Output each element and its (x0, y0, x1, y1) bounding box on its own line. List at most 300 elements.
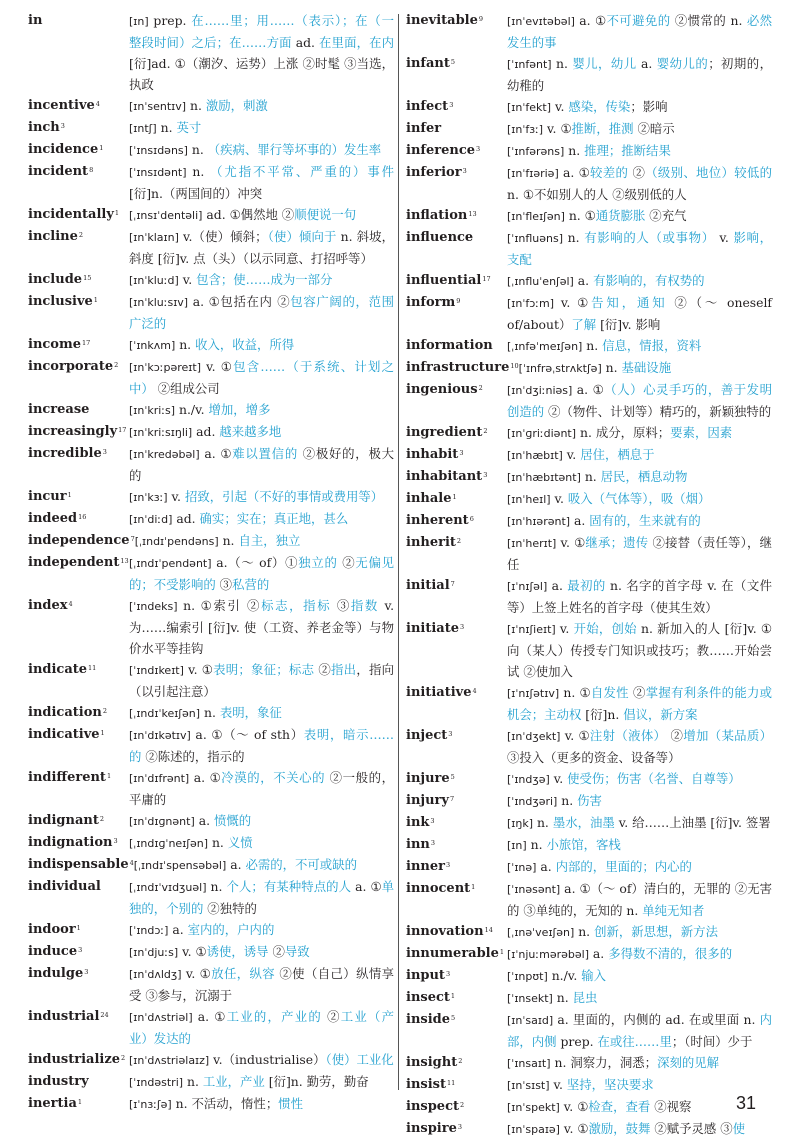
phonetic: [ɪnˈkredəbəl] (129, 448, 200, 461)
definition (129, 832, 394, 854)
headword-text: ingenious (406, 382, 478, 397)
phonetic: [ɪn] (129, 15, 149, 28)
key-meaning: 标志，指标 (261, 598, 332, 613)
frequency-count: 8 (89, 166, 94, 174)
definition-text: a. (194, 813, 214, 828)
definition-text: a. ① (574, 13, 607, 28)
headword-text: inherit (406, 535, 456, 550)
key-meaning: 小旅馆，客栈 (546, 837, 621, 852)
phonetic: [ɪn] (507, 839, 527, 852)
key-meaning: 推断，推测 (571, 121, 634, 136)
headword-text: incorporate (28, 359, 114, 374)
key-meaning: 在……里；用……（表示）；在（一整段时间）之后；在……方面 (129, 13, 394, 50)
headword (28, 226, 129, 269)
phonetic: [ɪnˈhɪərənt] (507, 515, 571, 528)
phonetic: [ɪnˈherɪt] (507, 537, 557, 550)
headword (28, 832, 129, 854)
definition-text: ② (628, 165, 646, 180)
definition (129, 508, 394, 530)
phonetic: [ɪnˈsɪst] (507, 1079, 550, 1092)
frequency-count: 1 (450, 992, 456, 1000)
entry-indeed (28, 508, 394, 530)
entry-influence (406, 227, 772, 270)
headword-text: inch (28, 120, 60, 135)
headword (406, 162, 507, 205)
headword-text: inspire (406, 1121, 457, 1136)
key-meaning: 伤害 (577, 793, 602, 808)
definition-text: a. ① (351, 879, 382, 894)
frequency-count: 2 (456, 537, 462, 545)
entry-infrastructure (406, 357, 772, 379)
headword-text: information (406, 338, 493, 353)
frequency-count: 4 (129, 859, 134, 867)
frequency-count: 7 (449, 795, 455, 803)
phonetic: [ˈɪnəsənt] (507, 883, 561, 896)
definition (507, 812, 772, 834)
definition-text: n. (187, 142, 208, 157)
key-meaning: 倡议，新方案 (623, 707, 698, 722)
headword-text: ink (406, 815, 430, 830)
entry-inhabit (406, 444, 772, 466)
key-meaning: 英寸 (176, 120, 202, 135)
entry-inherent (406, 510, 772, 532)
headword-text: injure (406, 771, 450, 786)
key-meaning: 检查，查看 (588, 1099, 651, 1114)
headword (406, 118, 507, 140)
headword-text: injury (406, 793, 449, 808)
headword (406, 292, 507, 335)
definition (129, 334, 394, 356)
definition-text: ②一般的，平庸的 (129, 770, 394, 807)
definition-text: a.（～ of）① (211, 555, 299, 570)
entry-ingredient (406, 422, 772, 444)
definition-text: ；初期的，幼稚的 (507, 56, 773, 93)
definition-text: n. (563, 230, 585, 245)
headword (28, 10, 129, 95)
headword (28, 1071, 129, 1093)
definition-text: ad. (291, 35, 320, 50)
headword-text: inertia (28, 1096, 77, 1111)
frequency-count: 2 (114, 361, 119, 369)
headword (28, 724, 129, 767)
headword-text: in (28, 13, 43, 28)
frequency-count: 1 (471, 883, 476, 891)
headword (406, 1096, 507, 1118)
definition (129, 486, 394, 508)
key-meaning: 在或往……里 (597, 1034, 672, 1049)
headword-text: inherent (406, 513, 469, 528)
definition-text: ②（～ oneself of/about） (507, 295, 773, 332)
headword-text: inference (406, 143, 476, 158)
frequency-count: 14 (484, 926, 493, 934)
headword-text: inn (406, 837, 430, 852)
phonetic: [ɪnˈevɪtəbəl] (507, 15, 575, 28)
frequency-count: 11 (88, 664, 97, 672)
phonetic: [ɪnˈhæbɪtənt] (507, 471, 581, 484)
key-meaning: 通货膨胀 (595, 208, 646, 223)
entry-inside (406, 1009, 772, 1052)
frequency-count: 1 (99, 144, 104, 152)
entry-inference (406, 140, 772, 162)
phonetic: [ɪˈnjuːmərəbəl] (507, 948, 589, 961)
headword (406, 725, 507, 768)
definition-text: n. 斜坡，斜度 [衍]v. 点（头）（以示同意、打招呼等） (129, 229, 395, 266)
definition (507, 1118, 772, 1140)
headword-text: index (28, 598, 68, 613)
phonetic: [ɪnˈhæbɪt] (507, 449, 563, 462)
right-column (406, 10, 772, 1140)
headword-text: industrialize (28, 1052, 120, 1067)
phonetic: [ˌɪndɪˈkeɪʃən] (129, 707, 201, 720)
key-meaning: 诱使，诱导 (206, 944, 269, 959)
headword-text: increasingly (28, 424, 118, 439)
headword-text: indicate (28, 662, 88, 677)
phonetic: [ɪnˈdjuːs] (129, 946, 179, 959)
phonetic: [ɪnˈkɜː] (129, 491, 168, 504)
key-meaning: （疾病、罪行等坏事的）发生率 (207, 142, 382, 157)
key-meaning: 单独的，个别的 (129, 879, 395, 916)
frequency-count: 11 (446, 1079, 456, 1087)
key-meaning: 包含；使……成为一部分 (196, 272, 333, 287)
frequency-count: 5 (450, 58, 456, 66)
frequency-count: 6 (469, 515, 474, 523)
definition (129, 1049, 394, 1071)
key-meaning: 顺便说一句 (294, 207, 357, 222)
headword (28, 443, 129, 486)
entry-information (406, 335, 772, 357)
headword-text: indeed (28, 511, 78, 526)
key-meaning: 激励，刺激 (205, 98, 268, 113)
key-meaning: 居住，栖息于 (580, 447, 655, 462)
definition (129, 1006, 394, 1049)
definition-text: ②充气 (645, 208, 687, 223)
headword (406, 1118, 507, 1140)
headword-text: influential (406, 273, 482, 288)
headword-text: influence (406, 230, 474, 245)
key-meaning: 冷漠的，不关心的 (221, 770, 326, 785)
key-meaning: 在里面，在内 (319, 35, 395, 50)
key-meaning: 包含……（于系统、计划之中） (129, 359, 395, 396)
definition-text: n. (557, 793, 578, 808)
headword-text: inflation (406, 208, 468, 223)
definition-text: v. (167, 489, 185, 504)
headword (28, 399, 129, 421)
phonetic: [ˌɪndɪˈpendənt] (129, 557, 212, 570)
definition (507, 725, 772, 768)
frequency-count: 3 (102, 448, 107, 456)
definition (129, 117, 394, 139)
key-meaning: （人）心灵手巧的，善于发明创造的 (507, 382, 773, 419)
definition (507, 965, 772, 987)
phonetic: [ɪntʃ] (129, 122, 157, 135)
headword (406, 532, 507, 575)
headword-text: inside (406, 1012, 451, 1027)
headword-text: inferior (406, 165, 462, 180)
headword (406, 335, 507, 357)
key-meaning: 指出 (331, 662, 357, 677)
phonetic: [ɪnˈspekt] (507, 1101, 560, 1114)
entry-inclusive (28, 291, 394, 334)
key-meaning: 有影响的，有权势的 (593, 273, 705, 288)
headword-text: inhabitant (406, 469, 483, 484)
entry-injury (406, 790, 772, 812)
key-meaning: 独立的 (298, 555, 338, 570)
definition (129, 269, 394, 291)
definition-text: ②独特的 (203, 901, 257, 916)
definition-text: n. (533, 815, 553, 830)
phonetic: [ˈɪndɔː] (129, 924, 169, 937)
phonetic: [ˈɪnfənt] (507, 58, 552, 71)
definition-text: a. ① (572, 382, 605, 397)
headword-text: indulge (28, 966, 84, 981)
definition-text: n. ① (564, 208, 596, 223)
headword (28, 659, 129, 702)
definition-text: a. (168, 922, 188, 937)
definition (129, 595, 394, 659)
definition (129, 356, 394, 399)
phonetic: [ɪnˈdɪɡnənt] (129, 815, 195, 828)
entry-independence (28, 530, 394, 552)
frequency-count: 5 (451, 1014, 456, 1022)
frequency-count: 13 (468, 210, 477, 218)
definition (507, 834, 772, 856)
definition (507, 335, 772, 357)
definition-text: ②使（自己）纵情享受 ③参与，沉溺于 (129, 966, 395, 1003)
headword-text: indignant (28, 813, 99, 828)
headword-text: inhale (406, 491, 452, 506)
definition-text: v. (714, 230, 734, 245)
headword-text: individual (28, 879, 101, 894)
phonetic: [ɪnˈheɪl] (507, 493, 551, 506)
entry-inn (406, 834, 772, 856)
headword (406, 878, 507, 921)
phonetic: [ɪnˈklaɪn] (129, 231, 179, 244)
headword (406, 227, 507, 270)
headword (406, 987, 507, 1009)
key-meaning: 深刻的见解 (657, 1055, 720, 1070)
definition-text: v. ① (559, 1121, 589, 1136)
key-meaning: 增加，增多 (208, 402, 271, 417)
definition-text: v. ① (183, 662, 214, 677)
definition (507, 878, 772, 921)
definition-text: a. (570, 513, 590, 528)
key-meaning: （级别、地位）较低的 (645, 165, 773, 180)
headword (28, 810, 129, 832)
headword (28, 291, 129, 334)
definition-text: ，指向（以引起注意） (129, 662, 394, 699)
frequency-count: 1 (106, 772, 112, 780)
headword-text: incidence (28, 142, 99, 157)
headword (28, 702, 129, 724)
definition-text: ② (628, 685, 646, 700)
definition (129, 963, 394, 1006)
definition-text: n. (564, 143, 585, 158)
key-meaning: 指数 (350, 598, 379, 613)
key-meaning: 表明；象征；标志 (213, 662, 315, 677)
definition-text: ；（时间）少于 (671, 1034, 753, 1049)
definition-text: n. ①不如别人的人 ②级别低的人 (507, 187, 687, 202)
definition (507, 856, 772, 878)
frequency-count: 3 (483, 471, 488, 479)
key-meaning: 必然发生的事 (507, 13, 773, 50)
definition-text: v. ① (560, 728, 590, 743)
frequency-count: 3 (445, 970, 451, 978)
frequency-count: 3 (449, 101, 454, 109)
key-meaning: 导致 (284, 944, 310, 959)
definition-text: v. ① (543, 121, 572, 136)
key-meaning: 要素，因素 (670, 425, 733, 440)
headword (28, 1049, 129, 1071)
phonetic: [ˈɪndɪkeɪt] (129, 664, 184, 677)
headword (406, 965, 507, 987)
headword-text: indication (28, 705, 102, 720)
phonetic: [ɪˈnɜːʃə] (129, 1098, 172, 1111)
key-meaning: 了解 (571, 317, 597, 332)
headword (406, 790, 507, 812)
phonetic: [ɪnˈkluːsɪv] (129, 296, 189, 309)
entry-industry (28, 1071, 394, 1093)
definition (129, 941, 394, 963)
entry-indicate (28, 659, 394, 702)
definition-text: a. (536, 859, 556, 874)
definition-text: ③投入（更多的资金、设备等） (507, 750, 681, 765)
key-meaning: 惯性 (278, 1096, 303, 1111)
frequency-count: 3 (448, 730, 453, 738)
definition-text: v. (551, 99, 569, 114)
headword (28, 595, 129, 659)
definition-text: ②惯常的 n. (670, 13, 747, 28)
headword-text: industrial (28, 1009, 100, 1024)
definition (507, 510, 772, 532)
definition-text: v.（使）倾斜； (178, 229, 268, 244)
definition-text: n. ①索引 ② (177, 598, 262, 613)
headword (28, 854, 134, 876)
frequency-count: 17 (118, 426, 127, 434)
definition (507, 444, 772, 466)
headword-text: inclusive (28, 294, 93, 309)
phonetic: [ˈɪnpʊt] (507, 970, 548, 983)
headword (406, 834, 507, 856)
key-meaning: 表明，暗示……的 (129, 727, 394, 764)
frequency-count: 9 (456, 297, 461, 305)
definition-text: n. (526, 837, 547, 852)
phonetic: [ɪnˈdiːd] (129, 513, 173, 526)
page-number: 31 (735, 1093, 756, 1113)
column-divider (398, 14, 399, 1090)
key-meaning: 输入 (581, 968, 606, 983)
phonetic: [ɪnˈsentɪv] (129, 100, 187, 113)
entry-indulge (28, 963, 394, 1006)
definition-text: v. ① (554, 295, 592, 310)
headword (28, 530, 135, 552)
entry-inhale (406, 488, 772, 510)
phonetic: [ɪnˈdʌldʒ] (129, 968, 182, 981)
headword-text: innumerable (406, 946, 499, 961)
headword-text: income (28, 337, 82, 352)
entry-inhabitant (406, 466, 772, 488)
key-meaning: 吸入（气体等），吸（烟） (567, 491, 711, 506)
key-meaning: 居民，栖息动物 (600, 469, 688, 484)
phonetic: [ɪnˈsaɪd] (507, 1014, 554, 1027)
headword (406, 768, 507, 790)
frequency-count: 4 (68, 600, 73, 608)
definition-text: [衍]n.（两国间的）冲突 (129, 186, 263, 201)
frequency-count: 2 (99, 815, 104, 823)
definition-text: ②（物件、计划等）精巧的，新颖独特的 (544, 404, 772, 419)
headword-text: insight (406, 1055, 458, 1070)
key-meaning: 个人；有某种特点的人 (226, 879, 352, 894)
definition (129, 139, 394, 161)
frequency-count: 10 (510, 362, 519, 370)
definition-text: n. 名字的首字母 v. 在（文件等）上签上姓名的首字母（使其生效） (507, 578, 773, 615)
definition-text: ②视察 (650, 1099, 692, 1114)
definition-text: a. (588, 946, 609, 961)
entry-inch (28, 117, 394, 139)
definition (507, 488, 772, 510)
definition (129, 443, 394, 486)
phonetic: [ˈɪndeks] (129, 600, 178, 613)
key-meaning: 收入，收益，所得 (195, 337, 295, 352)
definition-text: [衍]ad. ①（潮汐、运势）上涨 ②时髦 ③当选，执政 (129, 56, 394, 92)
headword (406, 422, 507, 444)
entry-insist (406, 1074, 772, 1096)
frequency-count: 7 (450, 580, 455, 588)
headword (406, 856, 507, 878)
key-meaning: 较差的 (590, 165, 629, 180)
definition (129, 204, 394, 226)
headword (406, 1009, 507, 1052)
frequency-count: 7 (130, 535, 135, 543)
definition-text: n./v. (175, 402, 209, 417)
phonetic: [ˌɪndɪˈvɪdʒuəl] (129, 881, 207, 894)
key-meaning: 义愤 (227, 835, 253, 850)
headword-text: induce (28, 944, 78, 959)
key-meaning: 推理；推断结果 (584, 143, 671, 158)
definition-text: prep. (556, 1034, 598, 1049)
definition (129, 95, 394, 117)
definition-text: n. (551, 56, 573, 71)
definition (507, 921, 772, 943)
definition (129, 291, 394, 334)
frequency-count: 17 (82, 339, 91, 347)
key-meaning: 工业（产业）发达的 (129, 1009, 395, 1046)
phonetic: [ɪnˈfekt] (507, 101, 551, 114)
headword-text: input (406, 968, 445, 983)
key-meaning: 无偏见的；不受影响的 (129, 555, 395, 592)
key-meaning: 掌握有利条件的能力或机会；主动权 (507, 685, 773, 722)
definition-text: a. 里面的，内侧的 ad. 在或里面 n. (553, 1012, 760, 1027)
phonetic: [ɪnˈkluːd] (129, 274, 179, 287)
definition-text: ② (314, 662, 332, 677)
frequency-count: 1 (76, 924, 81, 932)
headword-text: indignation (28, 835, 113, 850)
headword-text: indispensable (28, 857, 129, 872)
phonetic: [ɪnˈkriːs] (129, 404, 176, 417)
definition-text: a. ①包括在内 ② (188, 294, 291, 309)
key-meaning: 固有的，生来就有的 (589, 513, 701, 528)
frequency-count: 1 (77, 1098, 83, 1106)
entry-income (28, 334, 394, 356)
headword-text: infant (406, 56, 450, 71)
headword (28, 1006, 129, 1049)
entry-indicative (28, 724, 394, 767)
definition-text: n. (183, 1074, 203, 1089)
key-meaning: （尤指不平常、严重的）事件 (210, 164, 395, 179)
headword (28, 508, 129, 530)
key-meaning: 单纯无知者 (642, 903, 705, 918)
key-meaning: 确实；实在；真正地，甚么 (199, 511, 349, 526)
headword-text: indoor (28, 922, 76, 937)
